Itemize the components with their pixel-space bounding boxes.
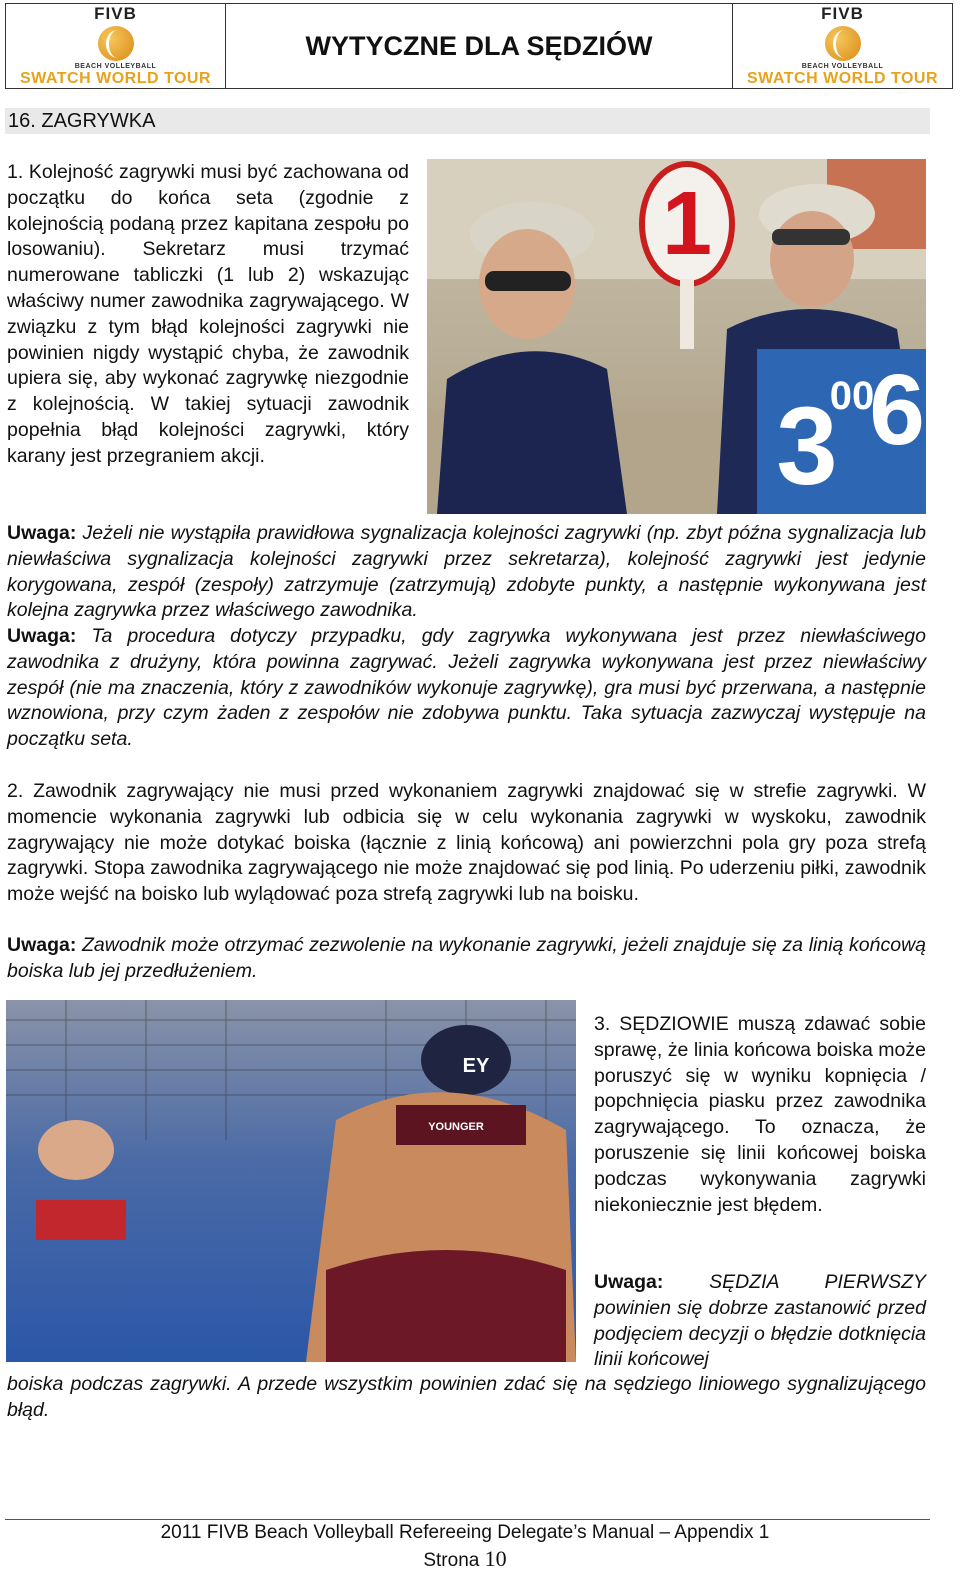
page-number: 10 [484, 1546, 507, 1571]
footer-page [0, 1546, 930, 1572]
logo-fivb-text: FIVB [94, 4, 137, 23]
note-4-continued [7, 1372, 926, 1424]
note-4-text-b: boiska podczas zagrywki. A przede wszystkim powinien zdać się na sędziego liniowego sygnalizującego błąd. [7, 1373, 926, 1421]
logo-sub-text: BEACH VOLLEYBALL [801, 63, 884, 70]
score-card-number: 1 [661, 174, 713, 274]
note-1-text: Jeżeli nie wystąpiła prawidłowa sygnalizacja kolejności zagrywki (np. zbyt późna sygnalizacja lub niewłaściwa sygnalizacja kolejności zagrywki przez sekretarza), kolejność zagrywki jest jedynie korygowana, zespół (zespoły) zatrzymuje (zatrzymują) zdobyte punkty, a następnie wykonywana jest kolejna zagrywka przez właściwego zawodnika. [7, 522, 927, 622]
footer-divider [5, 1519, 930, 1520]
logo-tour-text: SWATCH WORLD TOUR [747, 70, 938, 87]
score-mid: 00 [829, 374, 875, 418]
score-right: 6 [869, 354, 925, 466]
score-left: 3 [776, 385, 838, 508]
note-label: Uwaga: [7, 625, 92, 647]
suit-text: YOUNGER [428, 1121, 484, 1133]
paragraph-3: 3. SĘDZIOWIE muszą zdawać sobie sprawę, że linia końcowa boiska może poruszyć się w wyniku kopnięcia / popchnięcia piasku przez zawodnika zagrywającego. To oznacza, że poruszenie się linii końcowej boiska podczas wykonywania zagrywki niekoniecznie jest błędem. [594, 1013, 926, 1216]
page-header [5, 3, 953, 89]
paragraph-1: 1. Kolejność zagrywki musi być zachowana od początku do końca seta (zgodnie z kolejnością podaną przez kapitana zespołu po losowaniu). Sekretarz musi trzymać numerowane tabliczki (1 lub 2) wskazując właściwy numer zawodnika zagrywającego. W związku z tym błąd kolejności zagrywki nie powinien nigdy wystąpić chyba, że zawodnik upiera się, aby wykonać zagrywkę niezgodnie z kolejnością. W takiej sytuacji zawodnik popełnia błąd kolejności zagrywki, który karany jest przegraniem akcji. [7, 161, 409, 467]
header-title: WYTYCZNE DLA SĘDZIÓW [305, 30, 653, 61]
footer-manual-title: 2011 FIVB Beach Volleyball Refereeing Delegate’s Manual – Appendix 1 [160, 1522, 770, 1543]
logo-tour-text: SWATCH WORLD TOUR [20, 70, 211, 87]
note-3-text: Zawodnik może otrzymać zezwolenie na wykonanie zagrywki, jeżeli znajduje się za linią końcową boiska lub jej przedłużeniem. [7, 934, 927, 982]
photo-server-hand-signal [6, 1000, 576, 1362]
logo-sub-text: BEACH VOLLEYBALL [74, 63, 157, 70]
volleyball-icon [98, 26, 134, 61]
note-4 [594, 1270, 926, 1373]
note-2 [7, 624, 926, 753]
note-label: Uwaga: [7, 522, 83, 544]
section-title: 16. ZAGRYWKA [5, 108, 930, 134]
note-4-text-a: SĘDZIA PIERWSZY powinien się dobrze zastanowić przed podjęciem decyzji o błędzie dotknięcia linii końcowej [594, 1271, 926, 1371]
note-2-text: Ta procedura dotyczy przypadku, gdy zagrywka wykonywana jest przez niewłaściwego zawodnika z drużyny, która powinna zagrywać. Jeżeli zagrywka wykonywana jest przez niewłaściwy zespół (nie ma znaczenia, który z zawodników wykonuje zagrywkę), gra musi być przerwana, a następnie wznowiona, przy czym żaden z zespołów nie zdobywa punktu. Taka sytuacja zazwyczaj występuje na początku seta. [7, 625, 927, 751]
logo-fivb-text: FIVB [821, 4, 864, 23]
note-1 [7, 521, 926, 624]
note-label: Uwaga: [7, 934, 83, 956]
photo-scorer-referees [427, 159, 926, 514]
volleyball-icon [825, 26, 861, 61]
cap-text: EY [462, 1055, 490, 1077]
fivb-logo-left [6, 4, 226, 88]
page-label: Strona [423, 1550, 480, 1571]
note-3 [7, 933, 926, 985]
note-label: Uwaga: [594, 1271, 710, 1293]
paragraph-2: 2. Zawodnik zagrywający nie musi przed wykonaniem zagrywki znajdować się w strefie zagrywki. W momencie wykonania zagrywki lub odbicia się w celu wykonania zagrywki w wyskoku, zawodnik zagrywający nie może dotykać boiska (łącznie z linią końcową) ani powierzchni pola gry poza strefą zagrywki. Stopa zawodnika zagrywającego nie może znajdować się pod linią. Po uderzeniu piłki, zawodnik może wejść na boisko lub wylądować poza strefą zagrywki lub na boisku. [7, 780, 926, 906]
fivb-logo-right [732, 4, 952, 88]
